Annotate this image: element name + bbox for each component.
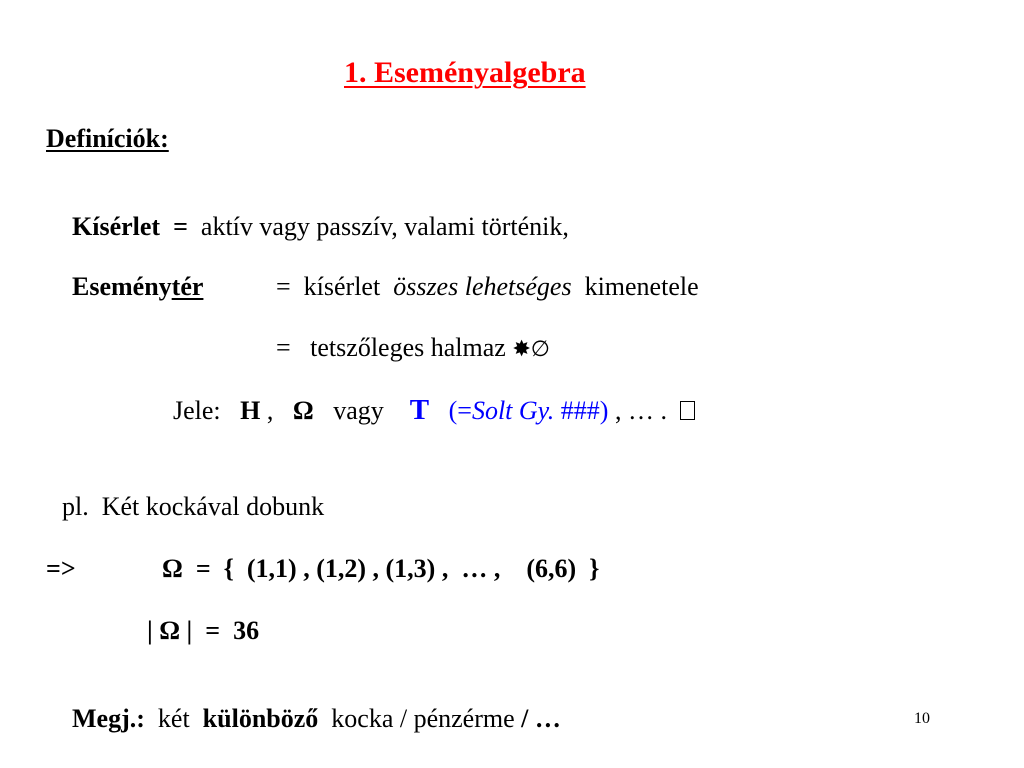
star-icon: ✸ bbox=[512, 337, 531, 362]
esemenyter-text-a: kísérlet bbox=[303, 272, 381, 301]
kiserlet-text: aktív vagy passzív, valami történik, bbox=[200, 212, 569, 241]
esemenyter-equals: = bbox=[276, 272, 291, 301]
esemenyter-text-c: kimenetele bbox=[584, 272, 699, 301]
jele-paren-close: ) bbox=[599, 396, 609, 425]
jele-comma: , bbox=[266, 396, 274, 425]
kiserlet-equals: = bbox=[173, 212, 188, 241]
example-arrow: => bbox=[46, 554, 76, 583]
jele-solt: Solt Gy. bbox=[471, 396, 555, 425]
megj-line bbox=[46, 680, 561, 758]
megj-kulonbozo: különböző bbox=[202, 704, 319, 733]
esemenyter-definition bbox=[46, 248, 203, 326]
halmaz-equals: = bbox=[276, 333, 291, 362]
megj-ket: két bbox=[157, 704, 190, 733]
kiserlet-term: Kísérlet bbox=[72, 212, 161, 241]
definitions-heading: Definíciók: bbox=[46, 124, 169, 153]
megj-penzerme: / pénzérme bbox=[399, 704, 515, 733]
jele-label: Jele: bbox=[173, 396, 221, 425]
empty-set-icon: ∅ bbox=[530, 337, 550, 362]
page-number: 10 bbox=[914, 710, 930, 727]
esemenyter-term-a: Esemény bbox=[72, 272, 172, 301]
jele-t: T bbox=[409, 394, 430, 426]
megj-ellipsis: / … bbox=[521, 704, 561, 733]
example-cardinality: | Ω | = 36 bbox=[147, 616, 260, 645]
jele-hash: ### bbox=[560, 396, 600, 425]
missing-glyph-icon bbox=[680, 401, 695, 420]
example-set: Ω = { (1,1) , (1,2) , (1,3) , … , (6,6) } bbox=[162, 554, 600, 583]
megj-kocka: kocka bbox=[331, 704, 394, 733]
slide-title: 1. Eseményalgebra bbox=[344, 56, 586, 89]
jele-omega: Ω bbox=[292, 396, 314, 425]
esemenyter-text-b: összes lehetséges bbox=[393, 272, 572, 301]
jele-rest: , … . bbox=[614, 396, 667, 425]
jele-line bbox=[147, 370, 695, 451]
megj-label: Megj.: bbox=[72, 704, 145, 733]
halmaz-text: tetszőleges halmaz bbox=[310, 333, 506, 362]
esemenyter-term-b: tér bbox=[171, 272, 204, 301]
example-intro: pl. Két kockával dobunk bbox=[62, 492, 325, 521]
jele-paren-open: (= bbox=[448, 396, 472, 425]
jele-h: H bbox=[240, 396, 261, 425]
jele-vagy: vagy bbox=[333, 396, 384, 425]
